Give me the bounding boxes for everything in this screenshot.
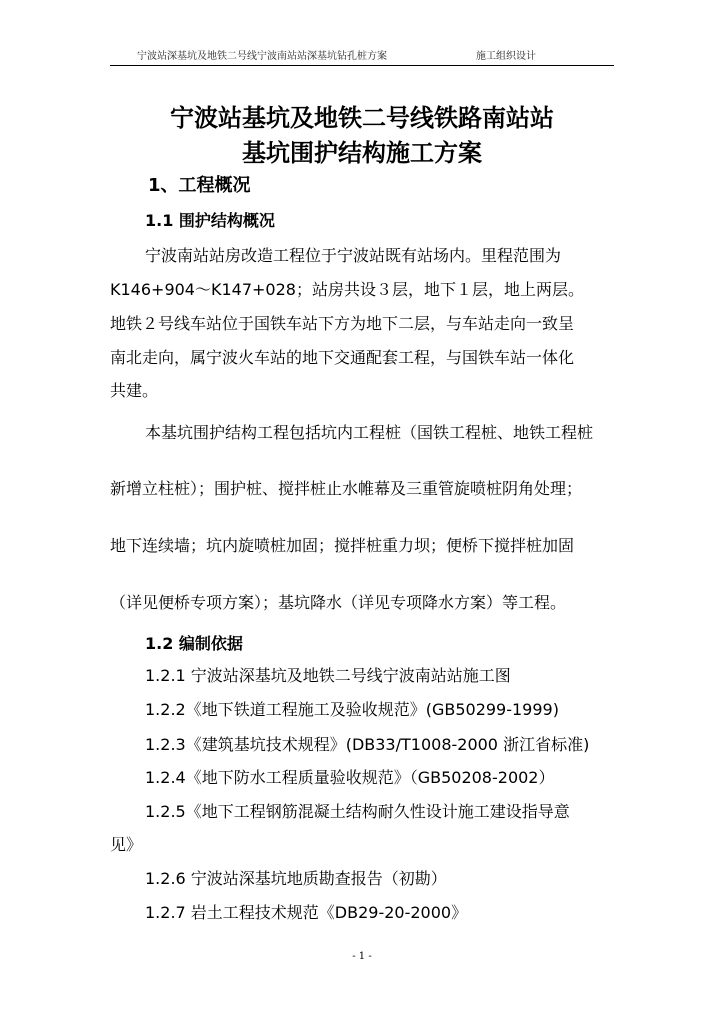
paragraph-line: 南北走向，属宁波火车站的地下交通配套工程，与国铁车站一体化: [110, 348, 575, 367]
page-header: [110, 51, 614, 66]
paragraph-line: 地下连续墙；坑内旋喷桩加固；搅拌桩重力坝；便桥下搅拌桩加固: [110, 536, 575, 555]
paragraph-line: （详见便桥专项方案）；基坑降水（详见专项降水方案）等工程。: [110, 593, 567, 612]
paragraph-line: 新增立柱桩）；围护桩、搅拌桩止水帷幕及三重管旋喷桩阴角处理；: [110, 479, 583, 498]
reference-list-item: 1.2.6 宁波站深基坑地质勘查报告（初勘）: [145, 869, 447, 888]
section-heading-overview: 1、工程概况: [148, 175, 251, 196]
reference-list-item: 1.2.3《建筑基坑技术规程》(DB33/T1008-2000 浙江省标准): [145, 735, 590, 754]
page-number: - 1 -: [352, 951, 372, 962]
subsection-heading-basis: 1.2 编制依据: [145, 634, 243, 653]
reference-list-item: 1.2.7 岩土工程技术规范《DB29-20-2000》: [145, 903, 468, 922]
paragraph-line: 地铁２号线车站位于国铁车站下方为地下二层，与车站走向一致呈: [110, 314, 575, 333]
paragraph-line: 共建。: [110, 381, 159, 400]
paragraph-line: K146+904～K147+028；站房共设３层，地下１层，地上两层。: [110, 280, 584, 299]
reference-list-item: 1.2.5《地下工程钢筋混凝土结构耐久性设计施工建设指导意: [145, 802, 570, 821]
reference-list-item-continuation: 见》: [110, 835, 143, 854]
paragraph-line: 本基坑围护结构工程包括坑内工程桩（国铁工程桩、地铁工程桩: [145, 423, 594, 442]
document-title-line-2: 基坑围护结构施工方案: [242, 139, 482, 167]
reference-list-item: 1.2.2《地下铁道工程施工及验收规范》(GB50299-1999): [145, 700, 559, 719]
header-section-label: 施工组织设计: [476, 51, 536, 62]
paragraph-line: 宁波南站站房改造工程位于宁波站既有站场内。里程范围为: [145, 246, 562, 265]
document-title-line-1: 宁波站基坑及地铁二号线铁路南站站: [170, 104, 554, 132]
reference-list-item: 1.2.4《地下防水工程质量验收规范》（GB50208-2002）: [145, 768, 555, 787]
subsection-heading-enclosure: 1.1 围护结构概况: [145, 211, 275, 230]
reference-list-item: 1.2.1 宁波站深基坑及地铁二号线宁波南站站施工图: [145, 666, 511, 685]
header-document-title: 宁波站深基坑及地铁二号线宁波南站站深基坑钻孔桩方案: [137, 51, 387, 62]
